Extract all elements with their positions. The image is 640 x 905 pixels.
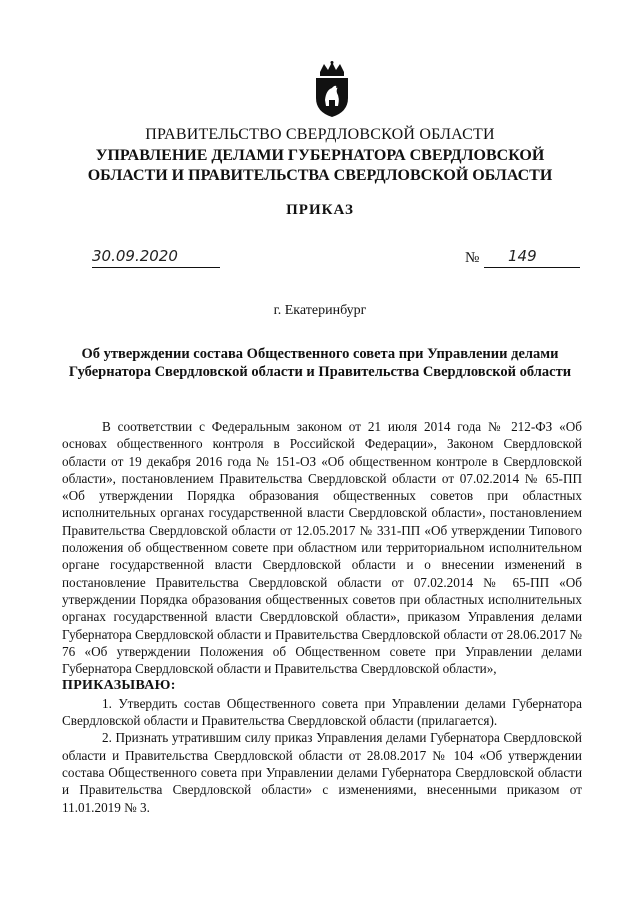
number-value: 149 [508,247,537,265]
coat-of-arms-icon [310,60,354,118]
document-title-line1: Об утверждении состава Общественного совета при Управлении делами [81,346,559,362]
order-word: ПРИКАЗЫВАЮ: [62,678,176,694]
date-value: 30.09.2020 [92,247,178,265]
department-name-line1: УПРАВЛЕНИЕ ДЕЛАМИ ГУБЕРНАТОРА СВЕРДЛОВСКОЙ [95,147,545,164]
number-field [484,247,580,268]
department-name-line2: ОБЛАСТИ И ПРАВИТЕЛЬСТВА СВЕРДЛОВСКОЙ ОБЛАСТИ [87,167,553,184]
preamble-paragraph: В соответствии с Федеральным законом от 21 июля 2014 года № 212-ФЗ «Об основах общественного контроля в Российской Федерации», Законом Свердловской области от 19 декабря 2016 года № 151-ОЗ «Об общественном контроле в Свердловской области», постановлением Правительства Свердловской области от 07.02.2014 № 65-ПП «Об утверждении Порядка образования общественных советов при областных исполнительных органах государственной власти Свердловской области», постановлением Правительства Свердловской области от 12.05.2017 № 331-ПП «Об утверждении Типового положения об общественном совете при областном или территориальном исполнительном органе государственной власти Свердловской области и о внесении изменений в постановление Правительства Свердловской области от 07.02.2014 № 65-ПП «Об утверждении Порядка образования общественных советов при областных исполнительных органах государственной власти Свердловской области», приказом Управления делами Губернатора Свердловской области и Правительства Свердловской области от 28.06.2017 № 76 «Об утверждении Положения об Общественном совете при Управлении делами Губернатора Свердловской области и Правительства Свердловской области», [62,419,582,677]
document-type: ПРИКАЗ [286,202,354,218]
city: г. Екатеринбург [273,303,367,318]
document-body [62,418,582,816]
order-item-1: 1. Утвердить состав Общественного совета при Управлении делами Губернатора Свердловской области и Правительства Свердловской области (прилагается). [62,695,582,729]
document-title-line2: Губернатора Свердловской области и Правительства Свердловской области [68,364,572,380]
number-label: № [465,250,480,266]
order-item-2: 2. Признать утратившим силу приказ Управления делами Губернатора Свердловской области и Правительства Свердловской области от 28.08.2017 № 104 «Об утверждении состава Общественного совета при Управлении делами Губернатора Свердловской области и Правительства Свердловской области» с изменениями, внесенными приказом от 11.01.2019 № 3. [62,730,582,815]
government-name: ПРАВИТЕЛЬСТВО СВЕРДЛОВСКОЙ ОБЛАСТИ [145,126,495,143]
date-field [92,247,220,268]
